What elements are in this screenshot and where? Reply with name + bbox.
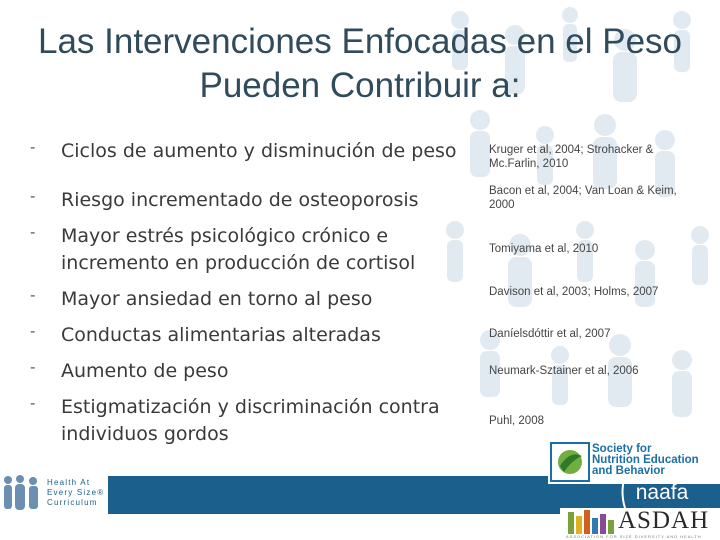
bullet-marker: -	[30, 223, 36, 241]
bullet-marker: -	[30, 322, 36, 340]
haes-line: Health At	[47, 478, 91, 487]
bullet-text: Mayor ansiedad en torno al peso	[61, 288, 373, 310]
reference-text: Neumark-Sztainer et al, 2006	[489, 365, 639, 377]
bullet-text: Ciclos de aumento y disminución de peso	[61, 140, 457, 162]
bullet-item	[30, 223, 470, 277]
asdah-bars-logo	[566, 508, 618, 534]
sneb-line: Nutrition Education	[592, 454, 699, 466]
bullet-text: Conductas alimentarias alteradas	[61, 324, 381, 346]
haes-line: Curriculum	[47, 498, 98, 507]
asdah-tagline: ASSOCIATION FOR SIZE DIVERSITY AND HEALTH	[566, 534, 702, 539]
asdah-logo: ASDAH	[618, 507, 710, 534]
bullet-item	[30, 138, 470, 165]
reference-text: Tomiyama et al, 2010	[489, 243, 599, 255]
reference-text: Puhl, 2008	[489, 415, 544, 427]
haes-figures-icon	[2, 474, 44, 514]
bullet-text: Mayor estrés psicológico crónico e incremento en producción de cortisol	[61, 225, 416, 274]
sneb-leaf-logo	[550, 442, 590, 482]
bullet-marker: -	[30, 394, 36, 412]
slide-title: Las Intervenciones Enfocadas en el Peso Pueden Contribuir a:	[37, 22, 683, 105]
bullet-item	[30, 322, 470, 349]
bullet-marker: -	[30, 286, 36, 304]
bullet-marker: -	[30, 138, 36, 156]
bullet-text: Riesgo incrementado de osteoporosis	[61, 189, 419, 211]
bullet-text: Aumento de peso	[61, 360, 229, 382]
bullet-item	[30, 286, 470, 313]
naafa-logo: naafa	[635, 481, 689, 504]
bullet-marker: -	[30, 187, 36, 205]
reference-text: Kruger et al, 2004; Strohacker & Mc.Farlin, 2010	[489, 144, 654, 170]
bullet-item	[30, 394, 470, 448]
sneb-logo	[548, 440, 720, 484]
reference-text: Davison et al, 2003; Holms, 2007	[489, 286, 659, 298]
reference-text: Bacon et al, 2004; Van Loan & Keim, 2000	[489, 185, 677, 211]
bullet-item	[30, 187, 470, 214]
reference-text: Daníelsdóttir et al, 2007	[489, 328, 611, 340]
bullet-text: Estigmatización y discriminación contra individuos gordos	[61, 396, 440, 445]
sneb-line: Society for	[592, 443, 652, 455]
sneb-name	[592, 444, 718, 477]
sneb-line: and Behavior	[592, 465, 665, 477]
haes-line: Every Size®	[47, 488, 105, 497]
haes-curriculum-logo	[47, 478, 107, 508]
bullet-marker: -	[30, 358, 36, 376]
bullet-item	[30, 358, 470, 385]
